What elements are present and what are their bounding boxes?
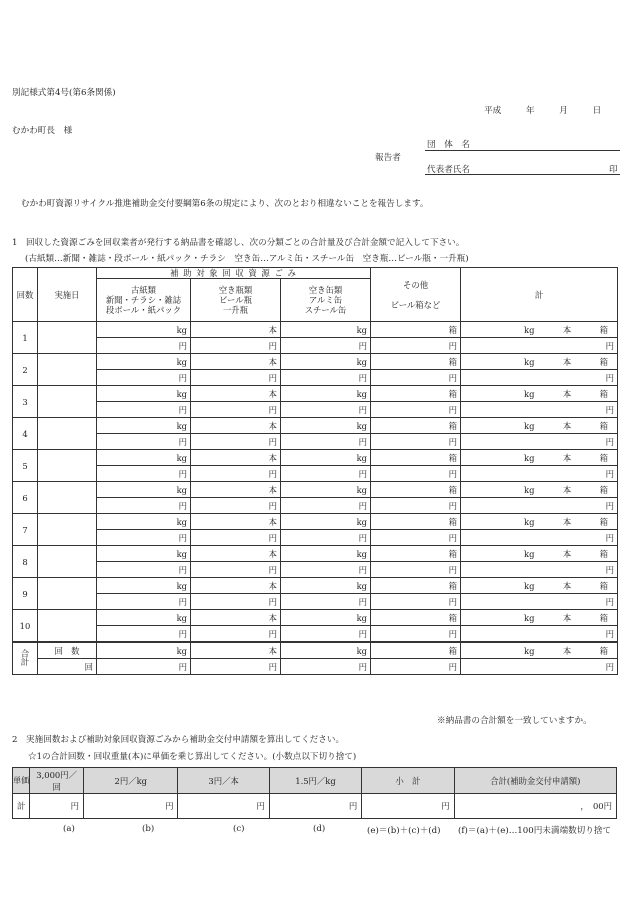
total-qty-cell[interactable]: [461, 514, 618, 530]
unit-label: kg: [524, 356, 535, 367]
can-yen-cell[interactable]: 円: [281, 626, 371, 643]
date-cell[interactable]: [38, 322, 97, 354]
col-paper: 古紙類 新聞・チラシ・雑誌 段ボール・紙パック: [97, 279, 191, 322]
can-yen-cell[interactable]: 円: [281, 402, 371, 418]
table-row-yen: [13, 402, 618, 418]
calc-table: [12, 767, 617, 819]
bottle-yen-cell[interactable]: 円: [191, 370, 281, 386]
bottle-qty-cell[interactable]: 本: [191, 578, 281, 594]
unit-label: kg: [524, 516, 535, 527]
bottle-qty-cell[interactable]: 本: [191, 322, 281, 338]
col-other: その他 ビール箱など: [371, 268, 461, 322]
can-qty-cell[interactable]: kg: [281, 450, 371, 466]
paper-yen-cell[interactable]: 円: [97, 338, 191, 354]
unit-label: kg: [524, 612, 535, 623]
sum-qty-cell[interactable]: kg: [281, 642, 371, 659]
reporter-label: 報告者: [375, 153, 401, 163]
sum-row-yen: [13, 659, 618, 675]
paper-yen-cell[interactable]: 円: [97, 626, 191, 643]
row-number: 9: [13, 578, 38, 610]
total-units: [464, 485, 614, 495]
table-row: [13, 482, 618, 498]
paper-yen-cell[interactable]: 円: [97, 370, 191, 386]
other-yen-cell[interactable]: 円: [371, 498, 461, 514]
bottle-qty-cell[interactable]: 本: [191, 546, 281, 562]
day-label: 日: [592, 106, 602, 116]
table-row-yen: [13, 466, 618, 482]
sum-label: 合計: [13, 642, 38, 675]
total-units: [464, 325, 614, 335]
table-row-yen: [13, 498, 618, 514]
can-yen-cell[interactable]: 円: [281, 594, 371, 610]
total-yen-cell[interactable]: 円: [461, 402, 618, 418]
unit-label: 本: [562, 548, 572, 559]
unit-label: kg: [524, 388, 535, 399]
other-qty-cell[interactable]: 箱: [371, 386, 461, 402]
paper-qty-cell[interactable]: kg: [97, 450, 191, 466]
table-row-yen: [13, 562, 618, 578]
sum-paper-yen-cell[interactable]: 円: [97, 659, 191, 675]
col-total: 計: [461, 268, 618, 322]
unit-label: 本: [562, 612, 572, 623]
can-qty-cell[interactable]: kg: [281, 578, 371, 594]
table-row: [13, 610, 618, 626]
group-name-label: 団 体 名: [427, 140, 470, 150]
section1-title: 1 回収した資源ごみを回収業者が発行する納品書を確認し、次の分類ごとの合計量及び合計金額で記入して下さい。: [12, 238, 465, 248]
bottle-yen-cell[interactable]: 円: [191, 530, 281, 546]
representative-field[interactable]: [425, 174, 620, 175]
unit-label: 本: [562, 580, 572, 591]
date-cell[interactable]: [38, 482, 97, 514]
unit-label: kg: [524, 484, 535, 495]
paper-yen-cell[interactable]: 円: [97, 530, 191, 546]
total-units: [464, 517, 614, 527]
col-count: 回数: [13, 268, 38, 322]
paper-yen-cell[interactable]: 円: [97, 402, 191, 418]
total-yen-cell[interactable]: 円: [461, 562, 618, 578]
other-yen-cell[interactable]: 円: [371, 466, 461, 482]
can-yen-cell[interactable]: 円: [281, 530, 371, 546]
unit-label: kg: [524, 548, 535, 559]
total-yen-cell[interactable]: 円: [461, 338, 618, 354]
col-bottle: 空き瓶類 ビール瓶 一升瓶: [191, 279, 281, 322]
paper-qty-cell[interactable]: kg: [97, 514, 191, 530]
total-units: [464, 357, 614, 367]
total-yen-cell[interactable]: 円: [461, 530, 618, 546]
sum-times-cell[interactable]: 回: [38, 659, 97, 675]
bottle-qty-cell[interactable]: 本: [191, 418, 281, 434]
paper-qty-cell[interactable]: kg: [97, 482, 191, 498]
can-yen-cell[interactable]: 円: [281, 562, 371, 578]
paper-qty-cell[interactable]: kg: [97, 354, 191, 370]
paper-yen-cell[interactable]: 円: [97, 466, 191, 482]
unit-label: 箱: [599, 324, 609, 335]
bottle-yen-cell[interactable]: 円: [191, 562, 281, 578]
total-units: [464, 389, 614, 399]
label-d: (d): [313, 824, 326, 834]
unit-label: kg: [524, 645, 535, 656]
other-qty-cell[interactable]: 箱: [371, 450, 461, 466]
date-cell[interactable]: [38, 546, 97, 578]
calc-b[interactable]: 円: [84, 794, 178, 819]
total-qty-cell[interactable]: [461, 354, 618, 370]
bottle-qty-cell[interactable]: 本: [191, 450, 281, 466]
can-yen-cell[interactable]: 円: [281, 338, 371, 354]
table-row-yen: [13, 530, 618, 546]
unit-label: 本: [562, 356, 572, 367]
sum-total-yen-cell[interactable]: 円: [461, 659, 618, 675]
date-cell[interactable]: [38, 418, 97, 450]
bottle-qty-cell[interactable]: 本: [191, 354, 281, 370]
total-units: [464, 421, 614, 431]
month-label: 月: [559, 106, 568, 116]
other-yen-cell[interactable]: 円: [371, 626, 461, 643]
other-yen-cell[interactable]: 円: [371, 594, 461, 610]
date-cell[interactable]: [38, 578, 97, 610]
bottle-yen-cell[interactable]: 円: [191, 466, 281, 482]
col-can: 空き缶類 アルミ缶 スチール缶: [281, 279, 371, 322]
seal-mark: 印: [609, 165, 618, 175]
other-qty-cell[interactable]: 箱: [371, 578, 461, 594]
date-cell[interactable]: [38, 386, 97, 418]
total-yen-cell[interactable]: 円: [461, 466, 618, 482]
bottle-qty-cell[interactable]: 本: [191, 386, 281, 402]
total-qty-cell[interactable]: [461, 546, 618, 562]
can-qty-cell[interactable]: kg: [281, 610, 371, 626]
table-row: [13, 514, 618, 530]
total-units: [464, 549, 614, 559]
other-yen-cell[interactable]: 円: [371, 530, 461, 546]
other-qty-cell[interactable]: 箱: [371, 418, 461, 434]
row-number: 4: [13, 418, 38, 450]
row-number: 7: [13, 514, 38, 546]
other-yen-cell[interactable]: 円: [371, 562, 461, 578]
paper-yen-cell[interactable]: 円: [97, 562, 191, 578]
paper-qty-cell[interactable]: kg: [97, 322, 191, 338]
table-row-yen: [13, 594, 618, 610]
can-yen-cell[interactable]: 円: [281, 466, 371, 482]
paper-yen-cell[interactable]: 円: [97, 498, 191, 514]
date-cell[interactable]: [38, 354, 97, 386]
bottle-yen-cell[interactable]: 円: [191, 434, 281, 450]
sum-qty-cell[interactable]: kg: [97, 642, 191, 659]
date-cell[interactable]: [38, 514, 97, 546]
unit-label: 本: [562, 645, 572, 656]
unit-label: 本: [562, 324, 572, 335]
row-number: 2: [13, 354, 38, 386]
can-qty-cell[interactable]: kg: [281, 546, 371, 562]
calc-e[interactable]: 円: [362, 794, 454, 819]
sum-bottle-yen-cell[interactable]: 円: [191, 659, 281, 675]
unit-label: 本: [562, 452, 572, 463]
bottle-qty-cell[interactable]: 本: [191, 610, 281, 626]
total-yen-cell[interactable]: 円: [461, 626, 618, 643]
sum-qty-cell[interactable]: 本: [191, 642, 281, 659]
total-units: [464, 581, 614, 591]
unit-label: 本: [562, 388, 572, 399]
subtotal-label: 小 計: [362, 768, 454, 794]
can-qty-cell[interactable]: kg: [281, 354, 371, 370]
price-c: 3円／本: [178, 768, 269, 794]
grand-total-label: 合計(補助金交付申請額): [454, 768, 616, 794]
unit-label: 箱: [599, 612, 609, 623]
row-number: 3: [13, 386, 38, 418]
calc-a[interactable]: 円: [30, 794, 84, 819]
price-b: 2円／kg: [84, 768, 178, 794]
label-b: (b): [142, 824, 155, 834]
sum-row: [13, 642, 618, 659]
representative-label: 代表者氏名: [427, 165, 470, 175]
row-number: 10: [13, 610, 38, 643]
row-number: 6: [13, 482, 38, 514]
total-qty-cell[interactable]: [461, 578, 618, 594]
price-a: 3,000円／回: [30, 768, 84, 794]
bottle-qty-cell[interactable]: 本: [191, 514, 281, 530]
group-header: 補 助 対 象 回 収 資 源 ご み: [97, 268, 371, 279]
date-cell[interactable]: [38, 450, 97, 482]
table-row: [13, 354, 618, 370]
report-table: [12, 267, 618, 675]
price-d: 1.5円／kg: [269, 768, 361, 794]
paper-yen-cell[interactable]: 円: [97, 594, 191, 610]
calc-row-label: 計: [13, 794, 30, 819]
section1-note: (古紙類…新聞・雑誌・段ボール・紙パック・チラシ 空き缶…アルミ缶・スチール缶 空き瓶…ビール瓶・一升瓶): [25, 254, 469, 264]
addressee: むかわ町長 様: [12, 126, 73, 136]
sum-count-label: 回 数: [38, 642, 97, 659]
total-yen-cell[interactable]: 円: [461, 370, 618, 386]
other-qty-cell[interactable]: 箱: [371, 322, 461, 338]
total-yen-cell[interactable]: 円: [461, 594, 618, 610]
form-label: 別記様式第4号(第6条関係): [12, 88, 116, 98]
total-qty-cell[interactable]: [461, 418, 618, 434]
unit-label: 本: [562, 484, 572, 495]
table-row-yen: [13, 338, 618, 354]
sum-can-yen-cell[interactable]: 円: [281, 659, 371, 675]
other-qty-cell[interactable]: 箱: [371, 546, 461, 562]
section2-sub: ☆1の合計回数・回収重量(本)に単価を乗じ算出してください。(小数点以下切り捨て): [28, 752, 357, 762]
total-units: [464, 453, 614, 463]
total-qty-cell[interactable]: [461, 482, 618, 498]
intro-text: むかわ町資源リサイクル推進補助金交付要綱第6条の規定により、次のとおり相違ないことを報告します。: [21, 199, 429, 209]
date-cell[interactable]: [38, 610, 97, 643]
paper-yen-cell[interactable]: 円: [97, 434, 191, 450]
total-units: [464, 646, 614, 656]
unit-label: 本: [562, 516, 572, 527]
bottle-yen-cell[interactable]: 円: [191, 626, 281, 643]
label-f: (f)＝(a)＋(e)…100円未満端数切り捨て: [458, 826, 612, 836]
sum-other-yen-cell[interactable]: 円: [371, 659, 461, 675]
row-number: 8: [13, 546, 38, 578]
bottle-yen-cell[interactable]: 円: [191, 338, 281, 354]
table-row: [13, 450, 618, 466]
can-qty-cell[interactable]: kg: [281, 514, 371, 530]
total-units: [464, 613, 614, 623]
can-yen-cell[interactable]: 円: [281, 434, 371, 450]
total-qty-cell[interactable]: [461, 386, 618, 402]
table-row-yen: [13, 370, 618, 386]
unit-label: 箱: [599, 548, 609, 559]
unit-label: 箱: [599, 388, 609, 399]
can-qty-cell[interactable]: kg: [281, 418, 371, 434]
unit-label: 箱: [599, 420, 609, 431]
table-row: [13, 386, 618, 402]
section2-title: 2 実施回数および補助対象回収資源ごみから補助金交付申請額を算出してください。: [12, 735, 345, 745]
calc-c[interactable]: 円: [178, 794, 269, 819]
era: 平成: [484, 106, 502, 116]
table-row-yen: [13, 434, 618, 450]
can-qty-cell[interactable]: kg: [281, 482, 371, 498]
row-number: 1: [13, 322, 38, 354]
unit-label: kg: [524, 324, 535, 335]
other-yen-cell[interactable]: 円: [371, 434, 461, 450]
unit-label: kg: [524, 452, 535, 463]
unit-label: kg: [524, 420, 535, 431]
total-qty-cell[interactable]: [461, 642, 618, 659]
unit-label: 箱: [599, 516, 609, 527]
label-a: (a): [63, 824, 75, 834]
unit-label: kg: [524, 580, 535, 591]
total-qty-cell[interactable]: [461, 450, 618, 466]
unit-label: 箱: [599, 645, 609, 656]
total-qty-cell[interactable]: [461, 610, 618, 626]
other-qty-cell[interactable]: 箱: [371, 610, 461, 626]
table-row: [13, 418, 618, 434]
label-e: (e)＝(b)＋(c)＋(d): [367, 826, 441, 836]
can-yen-cell[interactable]: 円: [281, 498, 371, 514]
unit-label: 箱: [599, 580, 609, 591]
paper-qty-cell[interactable]: kg: [97, 386, 191, 402]
date-line: [484, 104, 601, 116]
group-name-field[interactable]: [425, 150, 620, 151]
total-yen-cell[interactable]: 円: [461, 498, 618, 514]
unit-price-label: 単価: [13, 768, 30, 794]
table-row: [13, 546, 618, 562]
can-yen-cell[interactable]: 円: [281, 370, 371, 386]
other-qty-cell[interactable]: 箱: [371, 514, 461, 530]
other-yen-cell[interactable]: 円: [371, 370, 461, 386]
bottle-yen-cell[interactable]: 円: [191, 594, 281, 610]
row-number: 5: [13, 450, 38, 482]
unit-label: 本: [562, 420, 572, 431]
col-date: 実施日: [38, 268, 97, 322]
bottle-yen-cell[interactable]: 円: [191, 402, 281, 418]
calc-f[interactable]: ， 00円: [454, 794, 616, 819]
unit-label: 箱: [599, 452, 609, 463]
footnote: ※納品書の合計額を一致していますか。: [437, 716, 592, 726]
year-label: 年: [525, 106, 535, 116]
table-row: [13, 578, 618, 594]
unit-label: 箱: [599, 356, 609, 367]
total-yen-cell[interactable]: 円: [461, 434, 618, 450]
paper-qty-cell[interactable]: kg: [97, 418, 191, 434]
bottle-yen-cell[interactable]: 円: [191, 498, 281, 514]
other-yen-cell[interactable]: 円: [371, 402, 461, 418]
unit-label: 箱: [599, 484, 609, 495]
other-qty-cell[interactable]: 箱: [371, 354, 461, 370]
table-row: [13, 322, 618, 338]
bottle-qty-cell[interactable]: 本: [191, 482, 281, 498]
calc-d[interactable]: 円: [269, 794, 361, 819]
total-qty-cell[interactable]: [461, 322, 618, 338]
label-c: (c): [233, 824, 245, 834]
table-row-yen: [13, 626, 618, 643]
other-yen-cell[interactable]: 円: [371, 338, 461, 354]
can-qty-cell[interactable]: kg: [281, 322, 371, 338]
can-qty-cell[interactable]: kg: [281, 386, 371, 402]
paper-qty-cell[interactable]: kg: [97, 578, 191, 594]
paper-qty-cell[interactable]: kg: [97, 546, 191, 562]
other-qty-cell[interactable]: 箱: [371, 482, 461, 498]
paper-qty-cell[interactable]: kg: [97, 610, 191, 626]
sum-qty-cell[interactable]: 箱: [371, 642, 461, 659]
